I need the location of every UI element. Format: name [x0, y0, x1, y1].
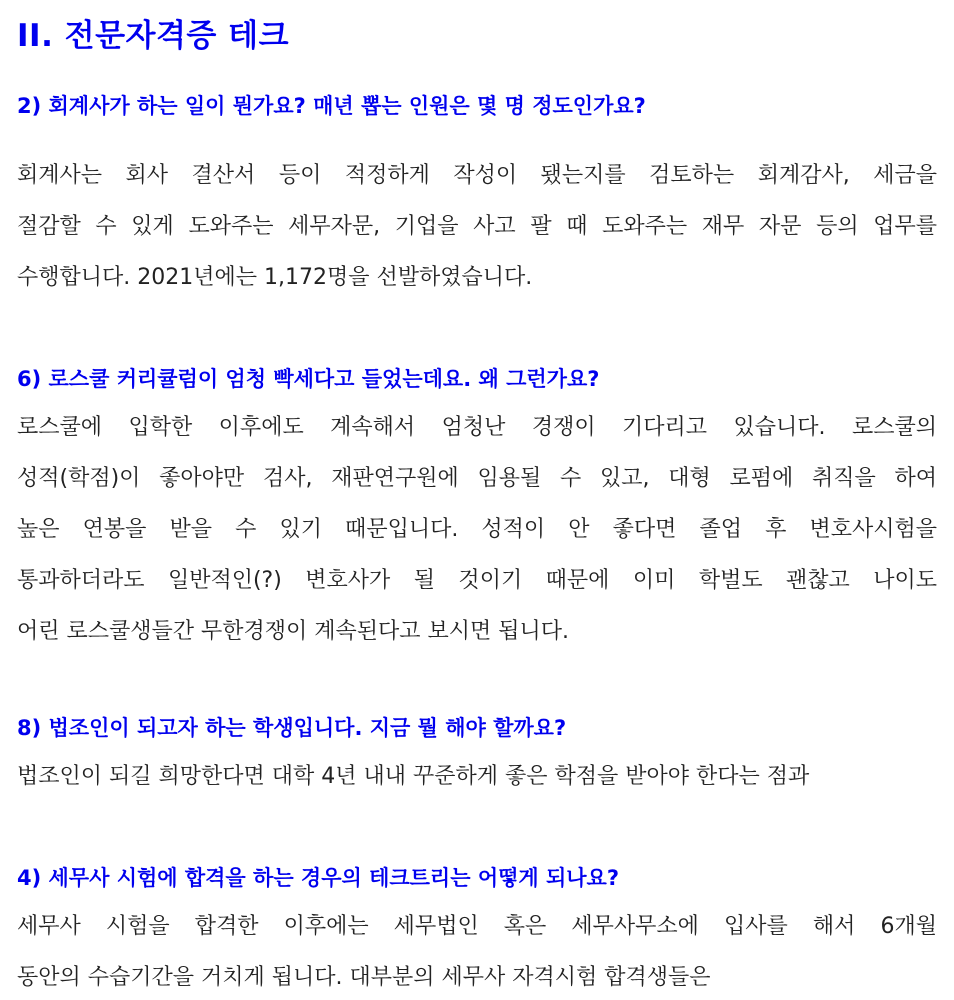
qa-block-cpa [17, 92, 937, 303]
answer-line: 동안의 수습기간을 거치게 됩니다. 대부분의 세무사 자격시험 합격생들은 [17, 965, 711, 990]
answer-paragraph [17, 402, 937, 657]
answer-paragraph [17, 751, 937, 802]
answer-line: 절감할 수 있게 도와주는 세무자문, 기업을 사고 팔 때 도와주는 재무 자문 등의 업무를 [17, 214, 937, 239]
answer-line: 어린 로스쿨생들간 무한경쟁이 계속된다고 보시면 됩니다. [17, 619, 570, 644]
qa-block-lawschool [17, 365, 937, 657]
section-title: II. 전문자격증 테크 [17, 18, 290, 54]
qa-block-tax-accountant [17, 864, 937, 1000]
answer-line: 로스쿨에 입학한 이후에도 계속해서 엄청난 경쟁이 기다리고 있습니다. 로스쿨의 [17, 415, 937, 440]
answer-paragraph [17, 150, 937, 303]
question-heading: 4) 세무사 시험에 합격을 하는 경우의 테크트리는 어떻게 되나요? [17, 866, 620, 890]
answer-line: 회계사는 회사 결산서 등이 적정하게 작성이 됐는지를 검토하는 회계감사, 세금을 [17, 163, 937, 188]
answer-line: 성적(학점)이 좋아야만 검사, 재판연구원에 임용될 수 있고, 대형 로펌에 취직을 하여 [17, 466, 937, 491]
question-heading: 2) 회계사가 하는 일이 뭔가요? 매년 뽑는 인원은 몇 명 정도인가요? [17, 94, 646, 118]
question-heading: 6) 로스쿨 커리큘럼이 엄청 빡세다고 들었는데요. 왜 그런가요? [17, 367, 600, 391]
answer-paragraph [17, 901, 937, 1000]
answer-line: 통과하더라도 일반적인(?) 변호사가 될 것이기 때문에 이미 학벌도 괜찮고 나이도 [17, 568, 937, 593]
qa-block-legal-career [17, 714, 937, 802]
answer-line: 수행합니다. 2021년에는 1,172명을 선발하였습니다. [17, 265, 533, 290]
answer-line: 세무사 시험을 합격한 이후에는 세무법인 혹은 세무사무소에 입사를 해서 6개월 [17, 914, 937, 939]
answer-line: 높은 연봉을 받을 수 있기 때문입니다. 성적이 안 좋다면 졸업 후 변호사시험을 [17, 517, 937, 542]
answer-line: 법조인이 되길 희망한다면 대학 4년 내내 꾸준하게 좋은 학점을 받아야 한다는 점과 [17, 764, 810, 789]
question-heading: 8) 법조인이 되고자 하는 학생입니다. 지금 뭘 해야 할까요? [17, 716, 567, 740]
